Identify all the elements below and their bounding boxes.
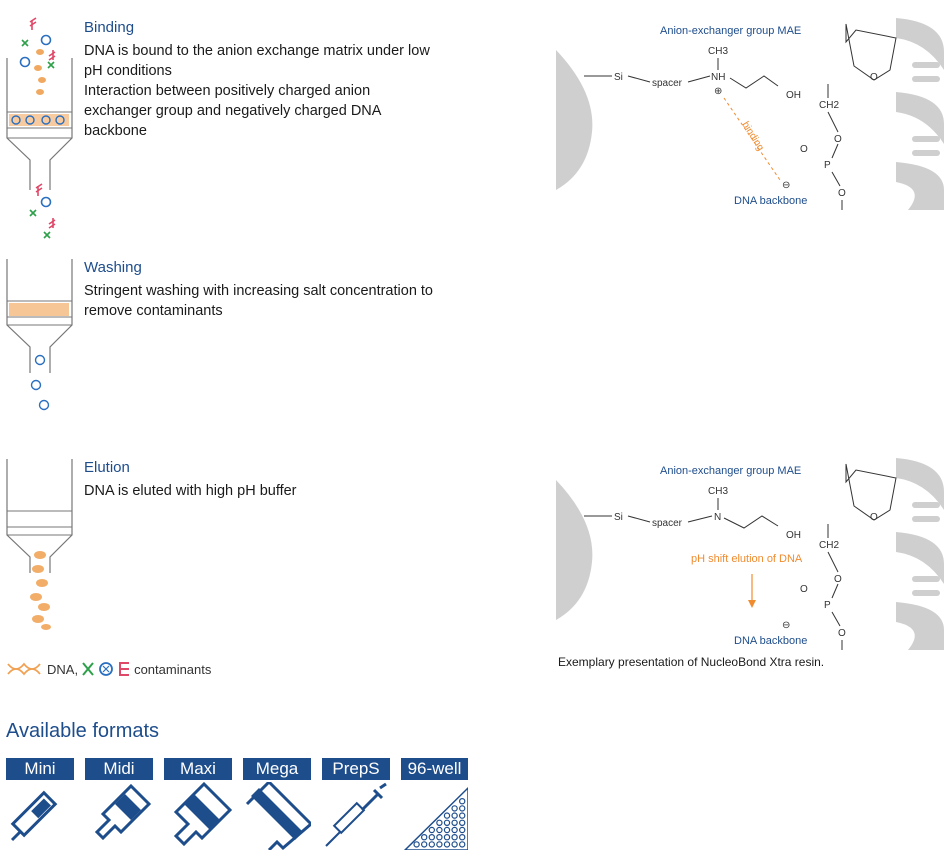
binding-step: [84, 19, 484, 141]
mega-column-icon: [243, 782, 311, 850]
mini-column-icon: [6, 782, 74, 850]
elution-description: [84, 481, 484, 501]
ester-oxygen-2: O: [838, 188, 846, 199]
oh-label: OH: [786, 90, 801, 101]
anion-group-label: Anion-exchanger group MAE: [660, 25, 802, 37]
binding-line-4: exchanger group and negatively charged DNA: [84, 103, 382, 119]
dna-backbone-label-2: DNA backbone: [734, 635, 808, 647]
contaminant-comb-icon: [117, 661, 131, 677]
format-maxi[interactable]: [164, 758, 232, 850]
ring-oxygen-2: O: [870, 512, 878, 523]
elution-line-1: DNA is eluted with high pH buffer: [84, 483, 297, 499]
washing-line-1: Stringent washing with increasing salt concentration to: [84, 283, 433, 299]
midi-column-icon: [85, 782, 153, 850]
washing-step: [84, 259, 484, 321]
format-midi[interactable]: [85, 758, 153, 850]
binding-line-2: pH conditions: [84, 63, 172, 79]
double-bond-oxygen-2: O: [800, 584, 808, 595]
elution-column-illustration: [0, 455, 80, 635]
binding-line-3: Interaction between positively charged anion: [84, 83, 371, 99]
si-label: Si: [614, 72, 623, 83]
dna-icon: [6, 661, 44, 677]
nh-label: NH: [711, 72, 726, 83]
washing-description: [84, 281, 484, 321]
minus-charge: ⊖: [782, 180, 791, 191]
elution-step: [84, 459, 484, 501]
spacer-label: spacer: [652, 78, 683, 89]
ester-oxygen-3: O: [834, 574, 842, 585]
phosphorus-label-2: P: [824, 600, 831, 611]
si-label-2: Si: [614, 512, 623, 523]
double-bond-oxygen: O: [800, 144, 808, 155]
ester-oxygen-4: O: [838, 628, 846, 639]
binding-title: Binding: [84, 19, 135, 36]
ring-oxygen: O: [870, 72, 878, 83]
legend: [6, 661, 211, 677]
washing-column-illustration: [0, 255, 80, 415]
binding-label: binding: [739, 119, 766, 153]
oh-label-2: OH: [786, 530, 801, 541]
anion-group-label-2: Anion-exchanger group MAE: [660, 465, 802, 477]
available-formats-heading: Available formats: [6, 720, 160, 742]
format-mini[interactable]: [6, 758, 74, 850]
binding-column-illustration: [0, 10, 80, 245]
washing-line-2: remove contaminants: [84, 303, 223, 319]
binding-line-1: DNA is bound to the anion exchange matrix under low: [84, 43, 430, 59]
contaminant-ring-icon: [98, 661, 114, 677]
format-96-well-label: 96-well: [401, 758, 468, 780]
ch2-label: CH2: [819, 100, 840, 111]
ch3-label-2: CH3: [708, 486, 729, 497]
phosphorus-label: P: [824, 160, 831, 171]
dna-backbone-label: DNA backbone: [734, 195, 808, 207]
binding-chemistry-diagram: [556, 12, 944, 212]
binding-description: [84, 41, 484, 141]
formats-row: [6, 758, 468, 850]
maxi-column-icon: [164, 782, 232, 850]
ester-oxygen-1: O: [834, 134, 842, 145]
format-96-well[interactable]: [401, 758, 468, 850]
format-maxi-label: Maxi: [164, 758, 232, 780]
washing-title: Washing: [84, 259, 142, 276]
format-preps-label: PrepS: [322, 758, 390, 780]
ch3-label: CH3: [708, 46, 729, 57]
elution-chemistry-diagram: [556, 452, 944, 652]
elution-title: Elution: [84, 459, 130, 476]
legend-dna-label: DNA,: [47, 661, 79, 677]
format-mini-label: Mini: [6, 758, 74, 780]
legend-contaminants-label: contaminants: [134, 661, 212, 677]
minus-charge-2: ⊖: [782, 620, 791, 631]
format-midi-label: Midi: [85, 758, 153, 780]
format-preps[interactable]: [322, 758, 390, 850]
contaminant-x-icon: [81, 661, 95, 677]
elution-label: pH shift elution of DNA: [691, 553, 803, 565]
plus-charge: ⊕: [714, 86, 723, 97]
format-mega[interactable]: [243, 758, 311, 850]
n-label: N: [714, 512, 722, 523]
format-mega-label: Mega: [243, 758, 311, 780]
preps-syringe-icon: [322, 782, 390, 850]
binding-line-5: backbone: [84, 123, 147, 139]
96-well-plate-icon: [401, 782, 468, 850]
ch2-label-2: CH2: [819, 540, 840, 551]
spacer-label-2: spacer: [652, 518, 683, 529]
figure-caption: Exemplary presentation of NucleoBond Xtra resin.: [558, 655, 825, 669]
